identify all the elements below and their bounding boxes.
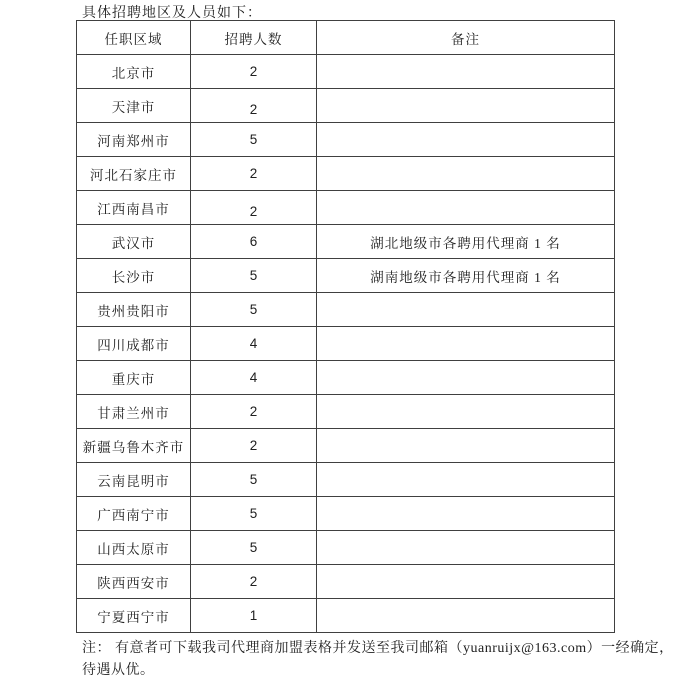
remark-cell: 湖北地级市各聘用代理商 1 名: [317, 225, 615, 259]
remark-cell: [317, 89, 615, 123]
recruitment-table: [76, 20, 615, 633]
table-row: [77, 191, 615, 225]
table-row: [77, 123, 615, 157]
count-cell: 2: [191, 191, 317, 225]
remark-cell: [317, 497, 615, 531]
table-row: [77, 259, 615, 293]
table-row: [77, 327, 615, 361]
region-cell: 广西南宁市: [77, 497, 191, 531]
table-row: [77, 565, 615, 599]
region-cell: 河北石家庄市: [77, 157, 191, 191]
region-cell: 宁夏西宁市: [77, 599, 191, 633]
count-cell: 5: [191, 123, 317, 157]
header-region: 任职区域: [77, 21, 191, 55]
region-cell: 武汉市: [77, 225, 191, 259]
remark-cell: [317, 157, 615, 191]
header-remark: 备注: [317, 21, 615, 55]
table-row: [77, 225, 615, 259]
table-row: [77, 55, 615, 89]
region-cell: 贵州贵阳市: [77, 293, 191, 327]
remark-cell: 湖南地级市各聘用代理商 1 名: [317, 259, 615, 293]
remark-cell: [317, 327, 615, 361]
count-cell: 2: [191, 89, 317, 123]
table-row: [77, 599, 615, 633]
table-row: [77, 429, 615, 463]
region-cell: 山西太原市: [77, 531, 191, 565]
remark-cell: [317, 463, 615, 497]
note-line-1: 注： 有意者可下载我司代理商加盟表格并发送至我司邮箱（yuanruijx@163.com）一经确定，: [82, 641, 674, 656]
table-row: [77, 293, 615, 327]
remark-cell: [317, 395, 615, 429]
region-cell: 江西南昌市: [77, 191, 191, 225]
table-row: [77, 361, 615, 395]
region-cell: 四川成都市: [77, 327, 191, 361]
table-row: [77, 89, 615, 123]
count-cell: 6: [191, 225, 317, 259]
footer-note: [82, 638, 688, 682]
count-cell: 2: [191, 429, 317, 463]
header-count: 招聘人数: [191, 21, 317, 55]
table-row: [77, 157, 615, 191]
remark-cell: [317, 429, 615, 463]
region-cell: 河南郑州市: [77, 123, 191, 157]
count-cell: 5: [191, 293, 317, 327]
table-row: [77, 497, 615, 531]
count-cell: 1: [191, 599, 317, 633]
remark-cell: [317, 599, 615, 633]
count-cell: 2: [191, 395, 317, 429]
count-cell: 5: [191, 531, 317, 565]
table-row: [77, 395, 615, 429]
count-cell: 5: [191, 463, 317, 497]
remark-cell: [317, 191, 615, 225]
region-cell: 天津市: [77, 89, 191, 123]
region-cell: 云南昆明市: [77, 463, 191, 497]
remark-cell: [317, 531, 615, 565]
table-row: [77, 531, 615, 565]
remark-cell: [317, 293, 615, 327]
region-cell: 陕西西安市: [77, 565, 191, 599]
remark-cell: [317, 123, 615, 157]
table-row: [77, 463, 615, 497]
count-cell: 5: [191, 497, 317, 531]
region-cell: 北京市: [77, 55, 191, 89]
table-header-row: [77, 21, 615, 55]
count-cell: 4: [191, 327, 317, 361]
region-cell: 甘肃兰州市: [77, 395, 191, 429]
region-cell: 重庆市: [77, 361, 191, 395]
region-cell: 新疆乌鲁木齐市: [77, 429, 191, 463]
table-body: [77, 55, 615, 633]
remark-cell: [317, 55, 615, 89]
region-cell: 长沙市: [77, 259, 191, 293]
count-cell: 2: [191, 157, 317, 191]
count-cell: 4: [191, 361, 317, 395]
remark-cell: [317, 361, 615, 395]
intro-text: 具体招聘地区及人员如下：: [82, 6, 262, 21]
count-cell: 2: [191, 55, 317, 89]
note-line-2: 待遇从优。: [82, 663, 155, 678]
remark-cell: [317, 565, 615, 599]
count-cell: 2: [191, 565, 317, 599]
count-cell: 5: [191, 259, 317, 293]
